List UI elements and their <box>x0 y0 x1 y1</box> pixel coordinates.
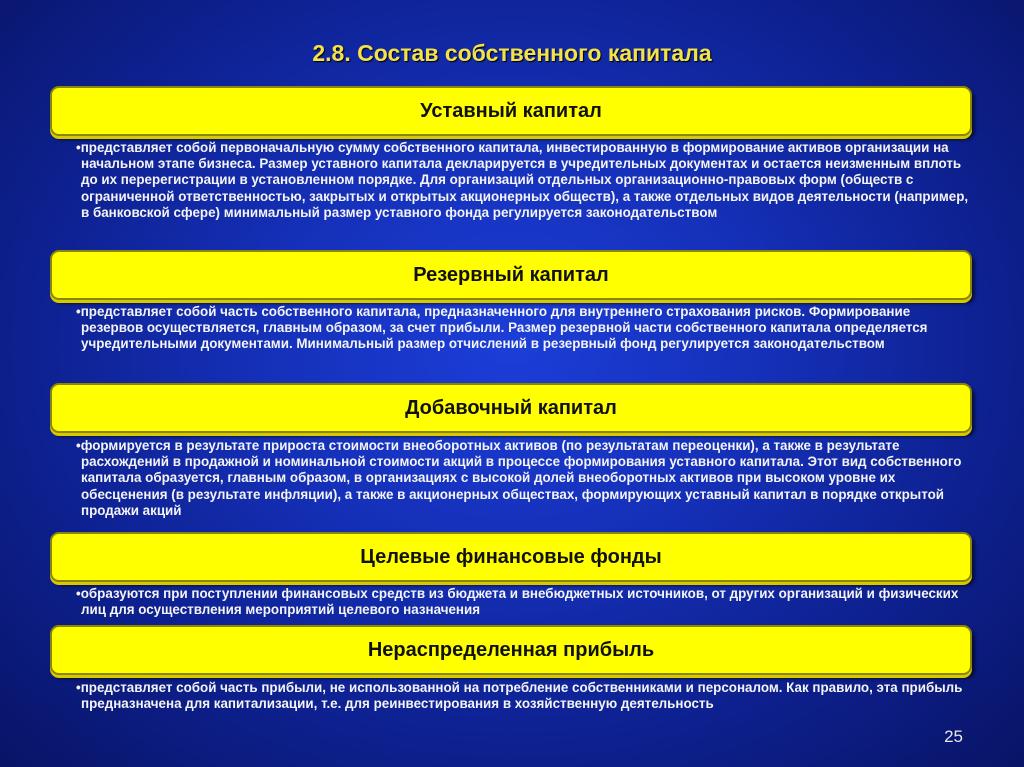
section-rezervny-kapital <box>50 250 972 353</box>
section-text: представляет собой часть собственного капитала, предназначенного для внутреннего страхования рисков. Формирование резервов осуществляется, главным образом, за счет прибыли. Размер резервной части собственного капитала определяется учредительными документами. Минимальный размер отчислений в резервный фонд регулируется законодательством <box>80 304 928 352</box>
section-text: представляет собой часть прибыли, не использованной на потребление собственниками и персоналом. Как правило, эта прибыль предназначена для капитализации, т.е. для реинвестирования в хозяйственную деятельность <box>80 680 963 712</box>
section-celevye-fondy <box>50 532 972 618</box>
section-neraspredelennaya-pribyl <box>50 625 972 712</box>
bullet-icon: • <box>76 680 81 695</box>
section-heading: Уставный капитал <box>420 99 602 122</box>
slide-title: 2.8. Состав собственного капитала <box>312 40 712 66</box>
section-dobavochny-kapital <box>50 383 972 519</box>
bullet-icon: • <box>76 140 81 155</box>
section-ustavny-kapital <box>50 86 972 221</box>
section-heading: Добавочный капитал <box>405 396 617 419</box>
bullet-icon: • <box>76 438 81 453</box>
section-header <box>50 625 972 675</box>
section-text: формируется в результате прироста стоимости внеоборотных активов (по результатам переоценки), а также в результате расхождений в продажной и номинальной стоимости акций в процессе формирования уставного капитала. Этот вид собственного капитала образуется, главным образом, в организациях с высокой долей внеоборотных активов при высоком уровне их обесценения (в результате инфляции), а также в акционерных обществах, формирующих уставный капитал в порядке открытой продажи акций <box>80 438 962 518</box>
section-header <box>50 86 972 136</box>
section-heading: Резервный капитал <box>413 263 609 286</box>
section-description <box>50 140 972 221</box>
section-header <box>50 532 972 582</box>
section-text: представляет собой первоначальную сумму собственного капитала, инвестированную в формирование активов организации на начальном этапе бизнеса. Размер уставного капитала декларируется в учредительных документах и остается неизменным вплоть до их перерегистрации в установленном порядке. Для организаций отдельных организационно-правовых форм (обществ с ограниченной ответственностью, закрытых и открытых акционерных обществ), а также отдельных видов деятельности (например, в банковской сфере) минимальный размер уставного фонда регулируется законодательством <box>80 140 969 220</box>
page-number: 25 <box>944 727 963 746</box>
section-heading: Целевые финансовые фонды <box>360 545 662 568</box>
section-heading: Нераспределенная прибыль <box>367 638 655 661</box>
section-description <box>50 438 972 519</box>
bullet-icon: • <box>76 586 81 601</box>
section-description <box>50 680 972 712</box>
section-text: образуются при поступлении финансовых средств из бюджета и внебюджетных источников, от других организаций и физических лиц для осуществления мероприятий целевого назначения <box>80 586 959 618</box>
section-description <box>50 304 972 353</box>
section-header <box>50 383 972 433</box>
bullet-icon: • <box>76 304 81 319</box>
section-header <box>50 250 972 300</box>
section-description <box>50 586 972 618</box>
